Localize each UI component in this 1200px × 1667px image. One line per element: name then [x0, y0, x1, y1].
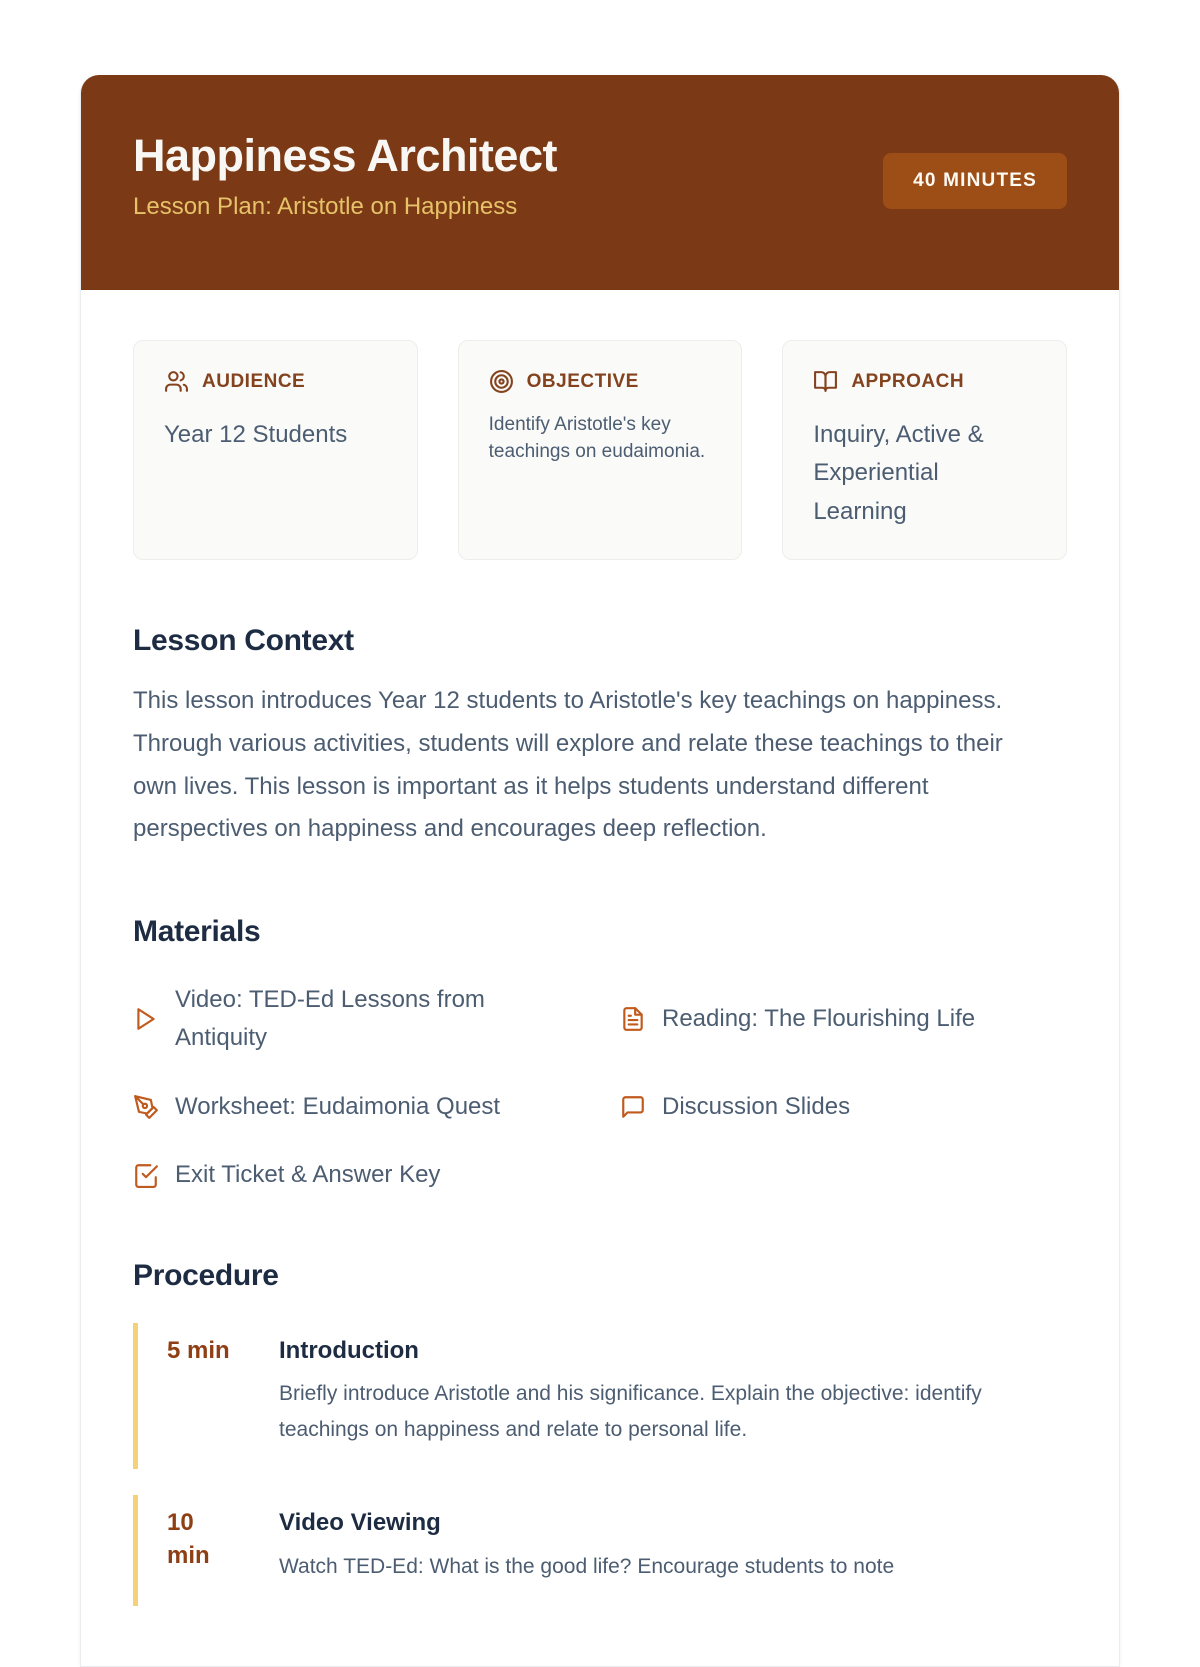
materials-section — [133, 915, 1067, 1195]
material-label: Video: TED-Ed Lessons from Antiquity — [175, 986, 485, 1052]
material-label: Discussion Slides — [662, 1092, 851, 1120]
info-card — [133, 340, 418, 560]
material-item — [133, 1156, 580, 1194]
book-open-icon — [813, 369, 838, 394]
info-card-header — [813, 369, 1036, 394]
step-title: Video Viewing — [279, 1509, 441, 1537]
materials-list — [133, 981, 1067, 1195]
material-label: Exit Ticket & Answer Key — [175, 1161, 441, 1189]
lesson-context-heading: Lesson Context — [133, 624, 354, 658]
material-item — [133, 981, 580, 1058]
pen-tool-icon — [133, 1094, 159, 1120]
material-item — [620, 1088, 1067, 1126]
users-icon — [164, 369, 189, 394]
message-square-icon — [620, 1094, 646, 1120]
info-card — [458, 340, 743, 560]
lesson-header — [81, 75, 1119, 290]
info-card — [782, 340, 1067, 560]
procedure-steps — [133, 1323, 1067, 1607]
info-card-header — [164, 369, 387, 394]
lesson-body — [81, 290, 1119, 1666]
procedure-step — [133, 1323, 1067, 1470]
material-item — [133, 1088, 580, 1126]
step-description: Briefly introduce Aristotle and his significance. Explain the objective: identify teachings on happiness and relate to personal life. — [279, 1382, 982, 1441]
target-icon — [489, 369, 514, 394]
lesson-plan-card — [80, 75, 1120, 1667]
material-label: Worksheet: Eudaimonia Quest — [175, 1092, 501, 1120]
step-title: Introduction — [279, 1336, 419, 1364]
step-content — [279, 1335, 1067, 1448]
lesson-context-paragraph: This lesson introduces Year 12 students to Aristotle's key teachings on happiness. Through various activities, students will explore and relate these teachings to their own lives. This lesson is important as it helps students understand different perspectives on happiness and encourages deep reflection. — [133, 687, 1003, 843]
lesson-subtitle: Lesson Plan: Aristotle on Happiness — [133, 192, 518, 220]
procedure-step — [133, 1495, 1067, 1606]
info-card-label: AUDIENCE — [202, 370, 306, 392]
step-duration: 10 min — [167, 1509, 210, 1569]
procedure-section — [133, 1259, 1067, 1607]
info-card-value: Identify Aristotle's key teachings on eudaimonia. — [488, 414, 706, 462]
info-card-value: Year 12 Students — [164, 421, 348, 448]
step-duration: 5 min — [167, 1336, 230, 1364]
step-content — [279, 1507, 1067, 1584]
material-label: Reading: The Flourishing Life — [662, 1005, 976, 1033]
duration-badge: 40 MINUTES — [883, 153, 1067, 209]
material-item — [620, 1000, 1067, 1038]
play-icon — [133, 1006, 159, 1032]
procedure-heading: Procedure — [133, 1258, 279, 1292]
info-cards-row — [133, 340, 1067, 560]
info-card-header — [489, 369, 712, 394]
lesson-title: Happiness Architect — [133, 130, 557, 181]
lesson-context-section — [133, 624, 1067, 851]
step-description: Watch TED-Ed: What is the good life? Encourage students to note — [279, 1554, 895, 1578]
check-square-icon — [133, 1162, 159, 1188]
info-card-label: OBJECTIVE — [526, 370, 639, 392]
materials-heading: Materials — [133, 915, 261, 949]
info-card-value: Inquiry, Active & Experiential Learning — [813, 421, 984, 525]
file-text-icon — [620, 1006, 646, 1032]
info-card-label: APPROACH — [851, 370, 965, 392]
lesson-header-text — [133, 131, 557, 221]
